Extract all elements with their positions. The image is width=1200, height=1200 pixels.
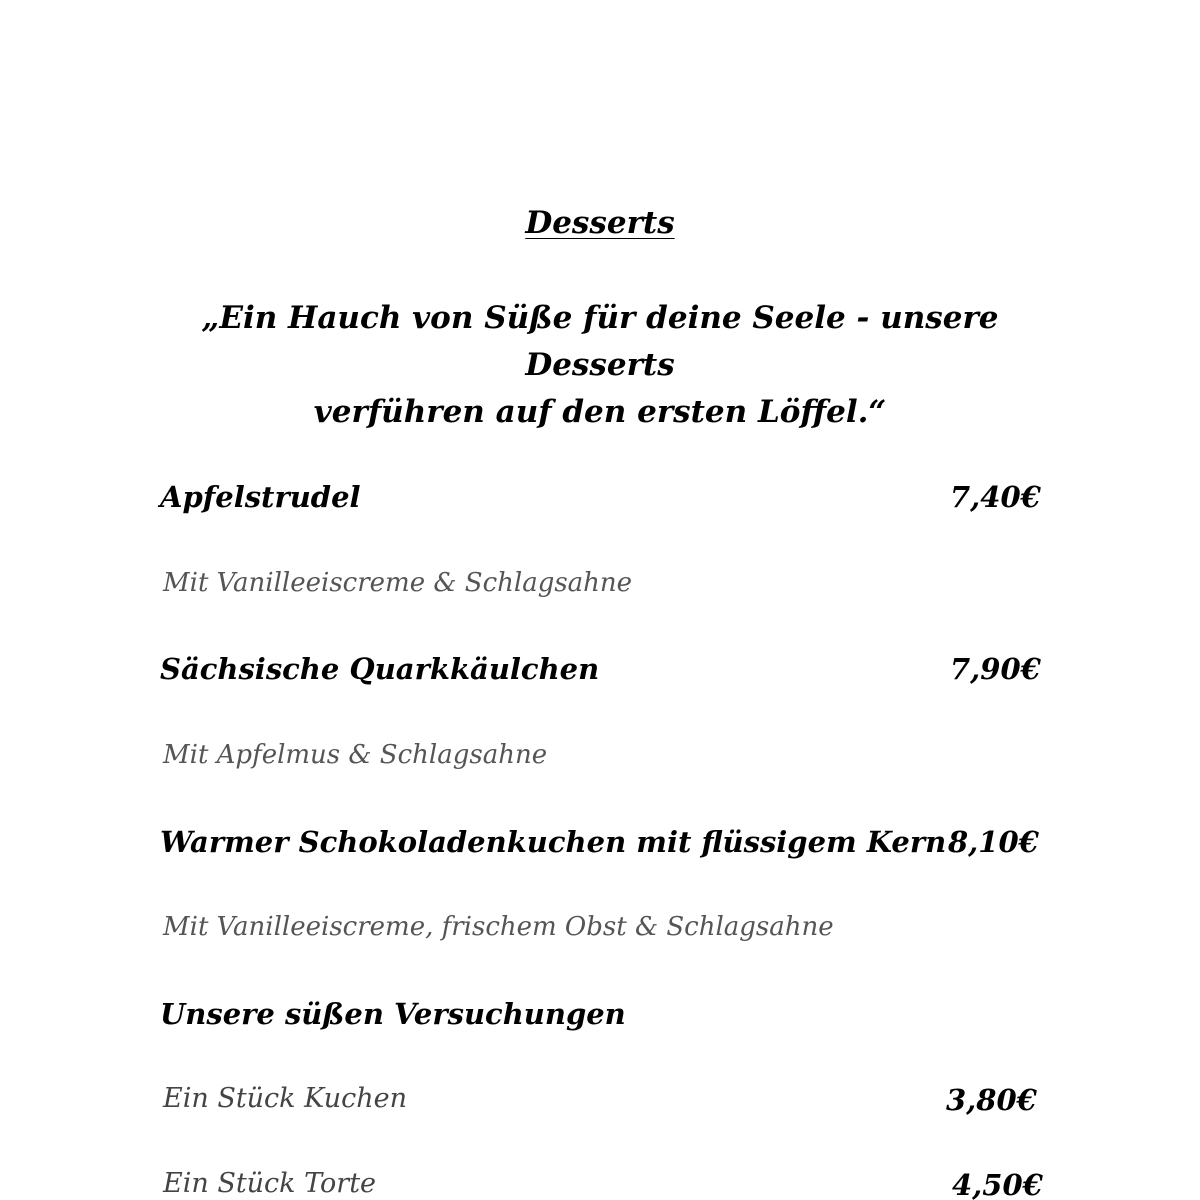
menu-item xyxy=(160,1168,1043,1200)
item-price: 7,90€ xyxy=(950,652,1041,686)
item-name: Apfelstrudel xyxy=(160,480,361,514)
section-heading xyxy=(160,997,1040,1041)
quote-line-1: „Ein Hauch von Süße für deine Seele - unsere Desserts xyxy=(201,300,999,383)
menu-item xyxy=(160,1083,1040,1127)
menu-item xyxy=(160,825,1040,869)
item-price: 4,50€ xyxy=(952,1168,1043,1200)
item-name: Ein Stück Torte xyxy=(163,1168,377,1199)
quote-line-2: verführen auf den ersten Löffel.“ xyxy=(313,394,887,430)
item-price: 8,10€ xyxy=(948,825,1039,859)
page-title: Desserts xyxy=(525,205,675,241)
item-description: Mit Vanilleeiscreme, frischem Obst & Schlagsahne xyxy=(163,912,834,942)
item-name: Ein Stück Kuchen xyxy=(163,1083,407,1114)
item-name: Warmer Schokoladenkuchen mit flüssigem Kern xyxy=(160,825,947,859)
item-description: Mit Apfelmus & Schlagsahne xyxy=(163,740,548,770)
item-name: Sächsische Quarkkäulchen xyxy=(160,652,600,686)
item-price: 3,80€ xyxy=(946,1083,1037,1117)
menu-item xyxy=(160,652,1040,696)
item-price: 7,40€ xyxy=(950,480,1041,514)
item-description: Mit Vanilleeiscreme & Schlagsahne xyxy=(163,568,633,598)
menu-item xyxy=(160,480,1040,524)
section-heading-label: Unsere süßen Versuchungen xyxy=(160,997,626,1031)
intro-quote xyxy=(150,295,1050,436)
